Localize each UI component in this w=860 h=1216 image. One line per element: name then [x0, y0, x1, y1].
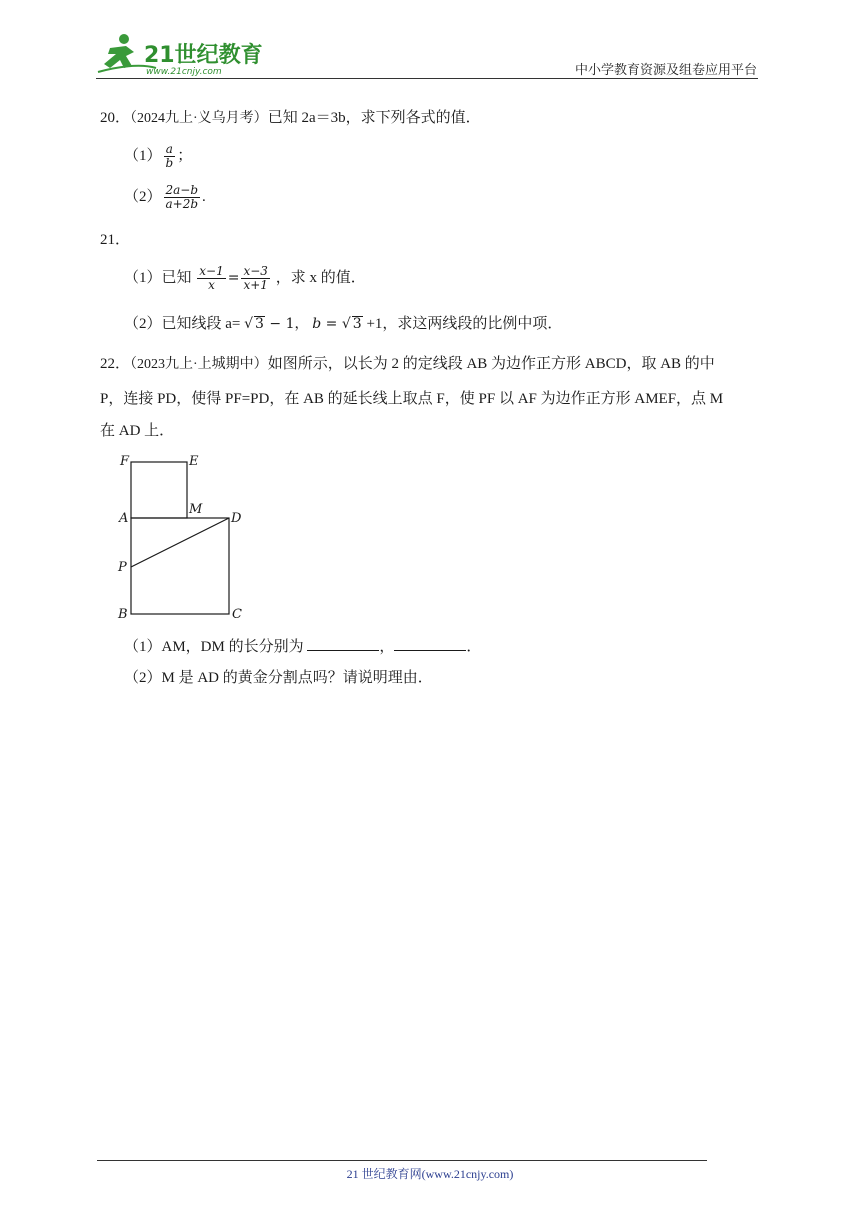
- part-label: （1）: [124, 147, 162, 164]
- equals-sign: =: [227, 269, 240, 286]
- question-22-stem-line-2: P，连接 PD，使得 PF=PD，在 AB 的延长线上取点 F，使 PF 以 AF 为边作正方形 AMEF，点 M: [100, 391, 724, 407]
- segment-pd: [131, 518, 229, 567]
- question-source: （2024九上·义乌月考）: [130, 111, 268, 126]
- fraction: [164, 184, 201, 211]
- part-text: +1，求这两线段的比例中项．: [366, 316, 563, 332]
- footer-link[interactable]: 21 世纪教育网(www.21cnjy.com): [346, 1167, 514, 1181]
- geometry-figure: [112, 448, 252, 623]
- label-f: F: [120, 454, 130, 469]
- label-a: A: [119, 511, 129, 526]
- fraction-right: [241, 265, 269, 292]
- part-text: ，求 x 的值．: [275, 269, 366, 286]
- question-22-part-2: （2）M 是 AD 的黄金分割点吗？请说明理由．: [124, 670, 433, 686]
- denominator: b: [165, 156, 174, 170]
- numerator: x−1: [199, 264, 224, 278]
- footer-divider: [97, 1160, 707, 1161]
- question-20-stem: [100, 108, 481, 129]
- fraction-left: [197, 265, 225, 292]
- label-b: B: [118, 607, 128, 622]
- question-number: 20．: [100, 110, 131, 126]
- question-text: 如图所示，以长为 2 的定线段 AB 为边作正方形 ABCD，取 AB 的中: [267, 356, 715, 372]
- question-source: （2023九上·上城期中）: [130, 357, 268, 372]
- part-label: （2）: [124, 188, 162, 205]
- equals-sign: =: [321, 316, 342, 332]
- question-22-stem-line-3: 在 AD 上．: [100, 423, 175, 439]
- numerator: 2a−b: [165, 183, 199, 197]
- question-21-number: 21．: [100, 232, 131, 248]
- label-e: E: [189, 454, 199, 469]
- numerator: a: [164, 143, 176, 157]
- label-c: C: [232, 607, 242, 622]
- fraction: [164, 143, 176, 170]
- part-label: （2）已知线段 a=: [124, 316, 241, 332]
- numerator: x−3: [243, 264, 268, 278]
- logo-brand-text: 21世纪教育: [144, 43, 263, 68]
- logo-url-text: www.21cnjy.com: [146, 67, 222, 77]
- header-divider: [96, 78, 758, 79]
- sqrt-radicand: 3: [352, 316, 362, 332]
- question-21-part-2: [124, 314, 562, 334]
- answer-blank-am[interactable]: [307, 636, 379, 651]
- denominator: x: [208, 278, 215, 292]
- separator: ，: [379, 639, 395, 655]
- platform-title: 中小学教育资源及组卷应用平台: [574, 62, 757, 77]
- label-m: M: [189, 502, 203, 517]
- sqrt-radicand: 3: [255, 316, 264, 332]
- expression-a: √ 3 − 1，: [244, 316, 309, 332]
- punctuation: .: [202, 188, 206, 205]
- question-20-part-2: [124, 184, 206, 211]
- square-amef: [131, 462, 187, 518]
- question-21-part-1: [124, 265, 366, 292]
- question-20-part-1: [124, 143, 192, 170]
- site-logo: [96, 32, 266, 78]
- answer-blank-dm[interactable]: [394, 636, 466, 651]
- question-number: 22．: [100, 356, 131, 372]
- square-abcd: [131, 518, 229, 614]
- punctuation: ；: [177, 147, 193, 164]
- label-p: P: [118, 560, 127, 575]
- question-22-part-1: [124, 636, 481, 657]
- part-text: （1）AM，DM 的长分别为: [124, 639, 304, 655]
- question-text: 已知 2a＝3b，求下列各式的值．: [267, 110, 481, 126]
- punctuation: ．: [466, 639, 482, 655]
- expression-rest: − 1，: [269, 316, 309, 332]
- variable-b: b: [312, 316, 322, 332]
- label-d: D: [231, 511, 242, 526]
- denominator: a+2b: [165, 197, 199, 211]
- expression-b: b = √ 3: [312, 316, 362, 332]
- part-label: （1）已知: [124, 269, 192, 286]
- denominator: x+1: [243, 278, 268, 292]
- question-22-stem-line-1: [100, 354, 715, 375]
